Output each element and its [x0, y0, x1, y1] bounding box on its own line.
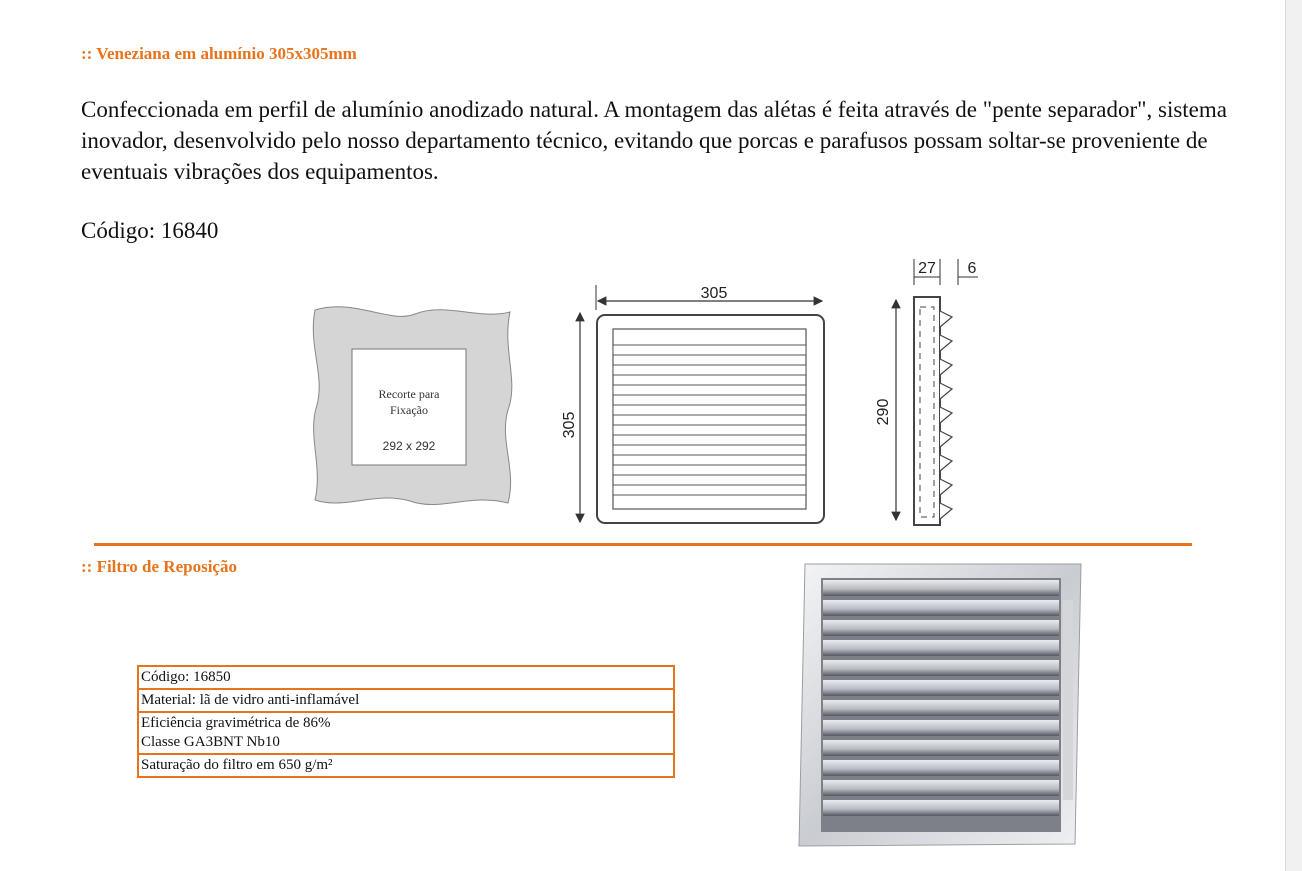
front-view-drawing — [555, 275, 835, 530]
cutout-label-line2: Fixação — [390, 403, 428, 417]
product-description: Confeccionada em perfil de alumínio anodizado natural. A montagem das alétas é feita através de "pente separador", sistema inovador, desenvolvido pelo nosso departamento técnico, evitando que porcas e parafusos possam soltar-se proveniente de eventuais vibrações dos equipamentos. — [81, 97, 1227, 184]
width-dimension: 305 — [700, 285, 728, 302]
product-title: :: Veneziana em alumínio 305x305mm — [81, 44, 357, 63]
section-divider — [94, 543, 1192, 546]
table-row — [138, 754, 674, 777]
side-fins — [940, 311, 952, 519]
side-height-dimension: 290 — [875, 398, 892, 426]
scrollbar[interactable] — [1285, 0, 1302, 871]
table-row — [138, 712, 674, 754]
product-code: Código: 16840 — [81, 218, 219, 243]
table-row — [138, 666, 674, 689]
cutout-label-line1: Recorte para — [378, 387, 440, 401]
side-depth-dimension: 27 — [918, 260, 936, 277]
spec-efficiency: Eficiência gravimétrica de 86% — [141, 715, 331, 731]
spec-material: Material: lã de vidro anti-inflamável — [141, 692, 360, 708]
spec-code: Código: 16850 — [141, 669, 231, 685]
side-fin-dimension: 6 — [967, 260, 977, 277]
height-dimension: 305 — [561, 411, 578, 439]
louver-product-photo — [793, 560, 1093, 850]
replacement-filter-title: :: Filtro de Reposição — [81, 557, 237, 576]
cutout-drawing — [305, 300, 520, 510]
table-row — [138, 689, 674, 712]
cutout-size: 292 x 292 — [382, 439, 436, 453]
side-view-drawing — [860, 255, 990, 530]
filter-spec-table — [137, 665, 675, 778]
spec-saturation: Saturação do filtro em 650 g/m² — [141, 757, 333, 773]
spec-class: Classe GA3BNT Nb10 — [141, 734, 280, 750]
